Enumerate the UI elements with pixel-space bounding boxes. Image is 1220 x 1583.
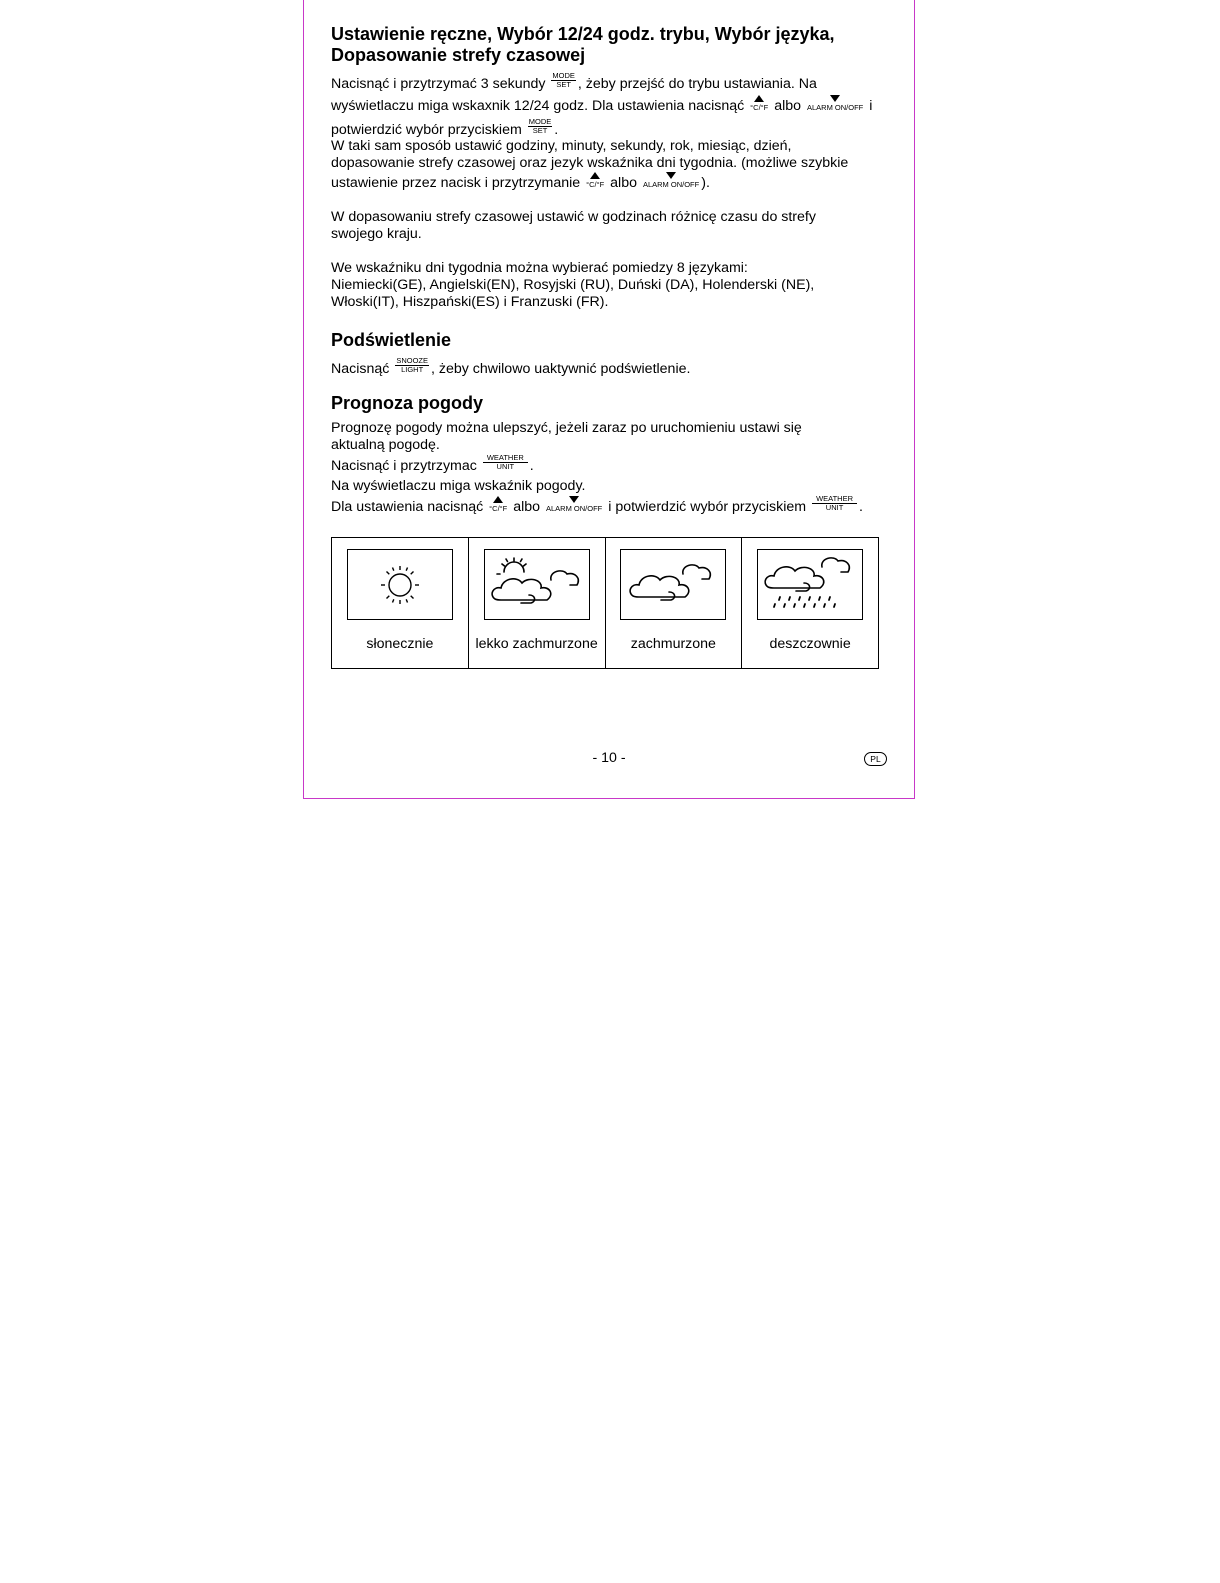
alarm-down-key-symbol	[807, 104, 863, 112]
key-label: ALARM ON/OFF	[546, 504, 603, 513]
text-line: dopasowanie strefy czasowej oraz jezyk wskaźnika dni tygodnia. (możliwe szybkie	[331, 155, 849, 171]
weather-cell-rainy	[742, 538, 879, 669]
mode-set-key-symbol	[551, 72, 576, 89]
sun-icon	[347, 549, 453, 620]
key-bottom-label: SET	[532, 126, 548, 135]
text-fragment: i	[869, 98, 873, 114]
key-top-label: WEATHER	[812, 495, 857, 504]
text-line	[331, 357, 891, 380]
section-heading-backlight: Podświetlenie	[331, 330, 452, 350]
weather-cell-cloudy	[605, 538, 742, 669]
up-arrow-icon	[493, 496, 503, 503]
text-fragment: wyświetlaczu miga wskaxnik 12/24 godz. Dla ustawienia nacisnąć	[331, 98, 745, 114]
text-line	[331, 172, 891, 195]
text-line: W taki sam sposób ustawić godziny, minuty, sekundy, rok, miesiąc, dzień,	[331, 138, 792, 154]
text-fragment: albo	[513, 499, 541, 515]
text-fragment: Dla ustawienia nacisnąć	[331, 499, 484, 515]
key-top-label: SNOOZE	[396, 356, 428, 365]
page-content	[331, 24, 891, 669]
heading-line-1: Ustawienie ręczne, Wybór 12/24 godz. trybu, Wybór języka,	[331, 24, 835, 44]
temp-up-key-symbol	[750, 104, 768, 112]
weather-unit-key-symbol	[483, 454, 528, 471]
key-bottom-label: SET	[556, 80, 571, 89]
text-fragment: ).	[701, 175, 710, 191]
text-fragment: .	[529, 458, 534, 474]
text-line	[331, 95, 891, 118]
page-footer	[304, 750, 914, 770]
up-arrow-icon	[590, 172, 600, 179]
key-bottom-label: UNIT	[825, 503, 844, 512]
weather-cell-sunny	[332, 538, 469, 669]
snooze-light-key-symbol	[395, 357, 429, 374]
temp-up-key-symbol	[489, 505, 507, 513]
text-fragment: .	[859, 499, 863, 515]
key-top-label: MODE	[528, 117, 552, 126]
key-label: °C/°F	[586, 180, 605, 189]
weather-label: słonecznie	[366, 636, 434, 652]
text-line: W dopasowaniu strefy czasowej ustawić w godzinach różnicę czasu do strefy	[331, 209, 816, 225]
key-bottom-label: LIGHT	[401, 365, 424, 374]
text-line	[331, 118, 891, 138]
partly-cloudy-icon	[484, 549, 590, 620]
section-heading-manual-setting	[331, 24, 891, 66]
text-fragment: , żeby chwilowo uaktywnić podświetlenie.	[430, 361, 691, 377]
rainy-icon	[757, 549, 863, 620]
text-line	[331, 72, 891, 95]
text-line	[331, 454, 891, 478]
temp-up-key-symbol	[586, 181, 604, 189]
text-line: Włoski(IT), Hiszpański(ES) i Franzuski (FR).	[331, 294, 609, 310]
cloudy-icon	[620, 549, 726, 620]
weather-cell-partly-cloudy	[468, 538, 605, 669]
text-fragment: albo	[774, 98, 802, 114]
text-fragment: , żeby przejść do trybu ustawiania. Na	[577, 76, 817, 92]
key-bottom-label: UNIT	[496, 462, 515, 471]
text-line: We wskaźniku dni tygodnia można wybierać pomiedzy 8 językami:	[331, 260, 748, 276]
key-label: °C/°F	[750, 103, 769, 112]
text-line	[331, 495, 891, 519]
language-badge: PL	[864, 752, 887, 766]
text-fragment: potwierdzić wybór przyciskiem	[331, 122, 522, 138]
manual-page	[303, 0, 915, 799]
text-fragment: i potwierdzić wybór przyciskiem	[608, 499, 807, 515]
alarm-down-key-symbol	[546, 505, 602, 513]
text-fragment: .	[554, 122, 559, 138]
down-arrow-icon	[666, 172, 676, 179]
weather-label: lekko zachmurzone	[475, 636, 598, 652]
text-fragment: Nacisnąć i przytrzymać 3 sekundy	[331, 76, 546, 92]
key-label: ALARM ON/OFF	[642, 180, 700, 189]
text-fragment: ustawienie przez nacisk i przytrzymanie	[331, 175, 581, 191]
key-top-label: MODE	[552, 71, 575, 80]
text-fragment: Nacisnąć i przytrzymac	[331, 458, 477, 474]
weather-label: zachmurzone	[630, 636, 716, 652]
down-arrow-icon	[569, 496, 579, 503]
text-line: swojego kraju.	[331, 226, 422, 242]
up-arrow-icon	[754, 95, 764, 102]
section-heading-weather-forecast: Prognoza pogody	[331, 393, 483, 413]
text-line: aktualną pogodę.	[331, 437, 440, 453]
key-top-label: WEATHER	[483, 454, 528, 463]
weather-icons-table	[331, 537, 879, 669]
text-fragment: Nacisnąć	[331, 361, 390, 377]
text-line: Niemiecki(GE), Angielski(EN), Rosyjski (RU), Duński (DA), Holenderski (NE),	[331, 277, 815, 293]
page-number: - 10 -	[592, 750, 626, 766]
mode-set-key-symbol	[528, 118, 553, 135]
key-label: °C/°F	[489, 504, 508, 513]
key-label: ALARM ON/OFF	[807, 103, 864, 112]
weather-unit-key-symbol	[812, 495, 857, 512]
down-arrow-icon	[830, 95, 840, 102]
weather-label: deszczownie	[769, 636, 851, 652]
text-line: Prognozę pogody można ulepszyć, jeżeli zaraz po uruchomieniu ustawi się	[331, 420, 802, 436]
text-line: Na wyświetlaczu miga wskaźnik pogody.	[331, 478, 586, 494]
text-fragment: albo	[610, 175, 637, 191]
heading-line-2: Dopasowanie strefy czasowej	[331, 45, 586, 65]
alarm-down-key-symbol	[643, 181, 699, 189]
